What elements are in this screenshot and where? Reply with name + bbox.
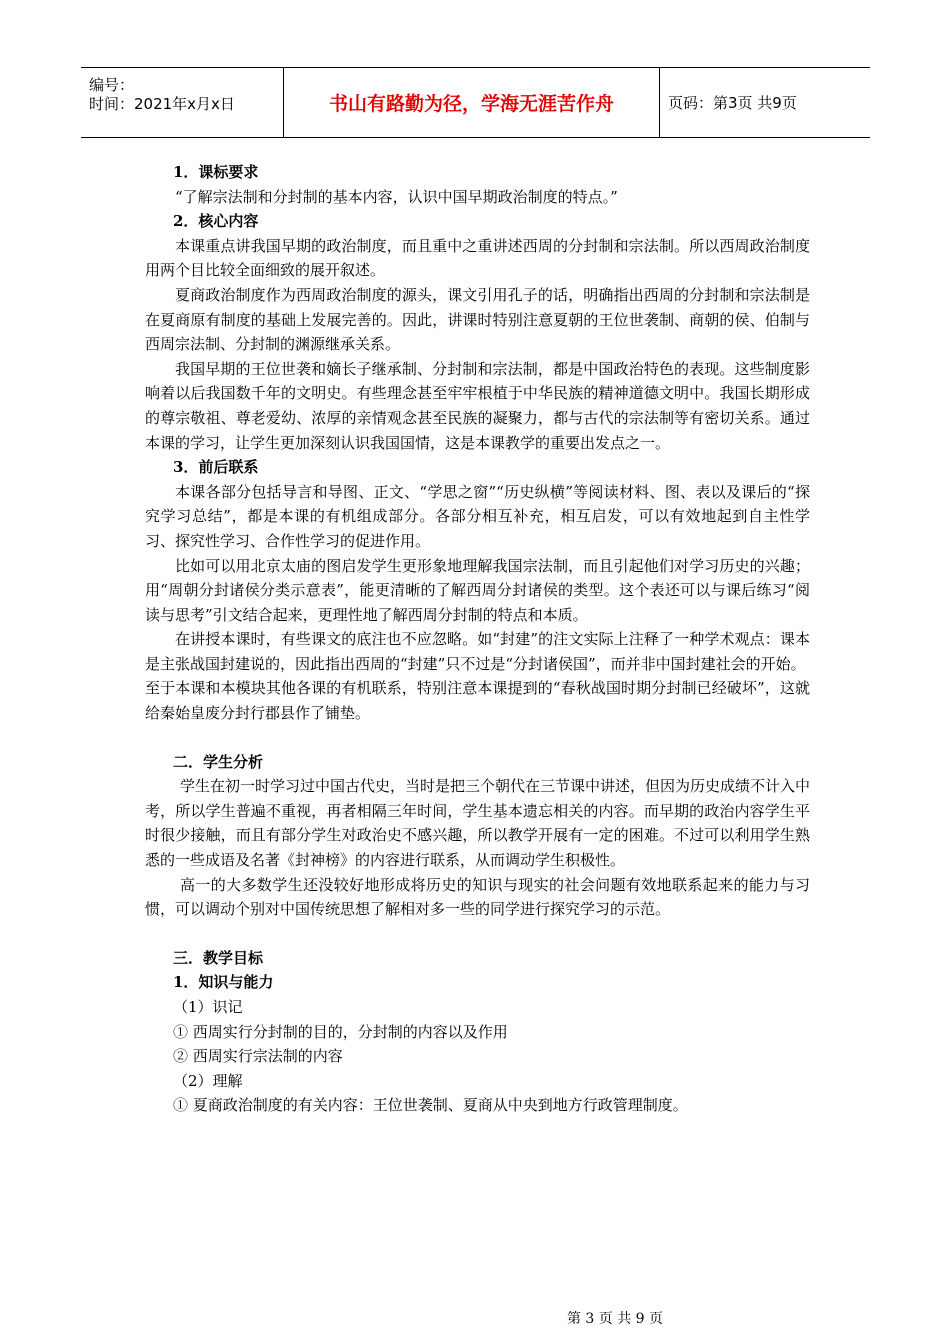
doc-time-label: 时间：2021年x月x日 bbox=[89, 95, 235, 113]
list-item: ② 西周实行宗法制的内容 bbox=[173, 1047, 343, 1066]
heading-core-content: 2．核心内容 bbox=[173, 212, 259, 231]
paragraph: “了解宗法制和分封制的基本内容，认识中国早期政治制度的特点。” bbox=[175, 187, 618, 206]
paragraph: 本课重点讲我国早期的政治制度，而且重中之重讲述西周的分封制和宗法制。所以西周政治制度用两个目比较全面细致的展开叙述。 bbox=[145, 236, 810, 280]
doc-number-label: 编号： bbox=[89, 76, 135, 94]
paragraph: 至于本课和本模块其他各课的有机联系，特别注意本课提到的“春秋战国时期分封制已经破坏”，这就给秦始皇废分封行郡县作了铺垫。 bbox=[145, 679, 810, 723]
header-info-cell bbox=[81, 68, 284, 137]
paragraph: 比如可以用北京太庙的图启发学生更形象地理解我国宗法制，而且引起他们对学习历史的兴趣；用“周朝分封诸侯分类示意表”，能更清晰的了解西周分封诸侯的类型。这个表还可以与课后练习“阅读与思考”引文结合起来，更理性地了解西周分封制的特点和本质。 bbox=[145, 556, 810, 624]
list-item: ① 夏商政治制度的有关内容：王位世袭制、夏商从中央到地方行政管理制度。 bbox=[173, 1096, 688, 1115]
paragraph: 本课各部分包括导言和导图、正文、“学思之窗”“历史纵横”等阅读材料、图、表以及课后的“探究学习总结”，都是本课的有机组成部分。各部分相互补充，相互启发，可以有效地起到自主性学习、探究性学习、合作性学习的促进作用。 bbox=[145, 482, 810, 550]
page-footer bbox=[0, 1308, 950, 1328]
paragraph: 高一的大多数学生还没较好地形成将历史的知识与现实的社会问题有效地联系起来的能力与习惯，可以调动个别对中国传统思想了解相对多一些的同学进行探究学习的示范。 bbox=[145, 875, 810, 919]
heading-knowledge-ability: 1．知识与能力 bbox=[173, 973, 274, 992]
paragraph: 在讲授本课时，有些课文的底注也不应忽略。如“封建”的注文实际上注释了一种学术观点：课本是主张战国封建说的，因此指出西周的“封建”只不过是“分封诸侯国”，而并非中国封建社会的开始。 bbox=[145, 630, 810, 673]
list-item: （1）识记 bbox=[173, 998, 243, 1016]
section-teaching-goals: 三．教学目标 bbox=[173, 948, 264, 967]
paragraph: 夏商政治制度作为西周政治制度的源头，课文引用孔子的话，明确指出西周的分封制和宗法制是在夏商原有制度的基础上发展完善的。因此，讲课时特别注意夏朝的王位世袭制、商朝的侯、伯制与西周宗法制、分封制的渊源继承关系。 bbox=[145, 285, 810, 354]
heading-curriculum: 1．课标要求 bbox=[173, 163, 259, 181]
heading-connections: 3．前后联系 bbox=[173, 458, 259, 477]
footer-page-number: 第 3 页 共 9 页 bbox=[566, 1311, 664, 1327]
list-item: （2）理解 bbox=[173, 1071, 243, 1090]
section-student-analysis: 二．学生分析 bbox=[173, 752, 264, 771]
page-header bbox=[81, 67, 870, 138]
paragraph: 学生在初一时学习过中国古代史，当时是把三个朝代在三节课中讲述，但因为历史成绩不计入中考，所以学生普遍不重视，再者相隔三年时间，学生基本遗忘相关的内容。而早期的政治内容学生平时很少接触，而且有部分学生对政治史不感兴趣，所以教学开展有一定的困难。不过可以利用学生熟悉的一些成语及名著《封神榜》的内容进行联系，从而调动学生积极性。 bbox=[145, 777, 811, 870]
header-page-label: 页码：第3页 共9页 bbox=[668, 94, 797, 112]
header-motto: 书山有路勤为径，学海无涯苦作舟 bbox=[284, 68, 660, 137]
document-body bbox=[145, 160, 810, 1118]
list-item: ① 西周实行分封制的目的，分封制的内容以及作用 bbox=[173, 1022, 508, 1041]
paragraph: 我国早期的王位世袭和嫡长子继承制、分封制和宗法制，都是中国政治特色的表现。这些制度影响着以后我国数千年的文明史。有些理念甚至牢牢根植于中华民族的精神道德文明中。我国长期形成的尊宗敬祖、尊老爱幼、浓厚的亲情观念甚至民族的凝聚力，都与古代的宗法制等有密切关系。通过本课的学习，让学生更加深刻认识我国国情，这是本课教学的重要出发点之一。 bbox=[145, 359, 810, 452]
